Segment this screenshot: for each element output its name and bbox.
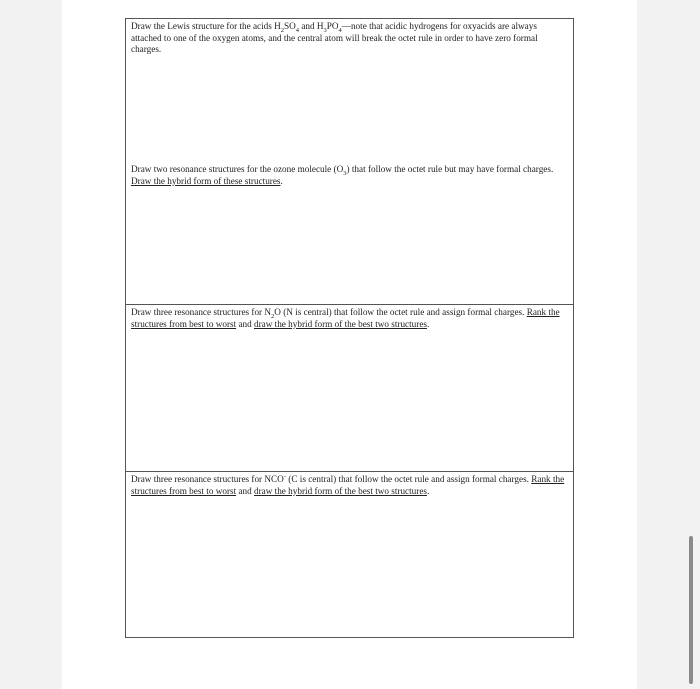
question-box-4 [125,471,574,638]
question-box-3 [125,304,574,472]
question-box-1 [125,18,574,163]
question-1-text: Draw the Lewis structure for the acids $H_2SO_4$ and $H_3PO_4—note$ that acidic hydrogens for oxyacids are always attached to one of the oxygen atoms, and the central atom will break the octet rule in order to have zero formal charges. [131,21,538,54]
question-3-rank-instruction: Rank the structures from best to worst [131,307,560,329]
question-4-text: Draw three resonance structures for NCO- (C is central) that follow the octet rule and assign formal charges. Rank the structures from best to worst and draw the hybrid form of the best two structures. [131,472,565,496]
question-3-hybrid-instruction: draw the hybrid form of the best two structures [254,318,427,329]
question-2-text: Draw two resonance structures for the ozone molecule $(O_3)$ that follow the octet rule but may have formal charges. Draw the hybrid form of these structures. [131,164,554,186]
question-2-underlined-instruction: Draw the hybrid form of these structures [131,175,281,186]
vertical-scrollbar[interactable] [689,536,693,684]
question-3-text: Draw three resonance structures for $N_2O$ (N is central) that follow the octet rule and assign formal charges. Rank the structures from best to worst and draw the hybrid form of the best two structures. [131,307,560,329]
question-4-rank-instruction: Rank the structures from best to worst [131,474,565,496]
question-4-hybrid-instruction: draw the hybrid form of the best two structures [254,485,427,496]
question-box-2 [125,162,574,305]
